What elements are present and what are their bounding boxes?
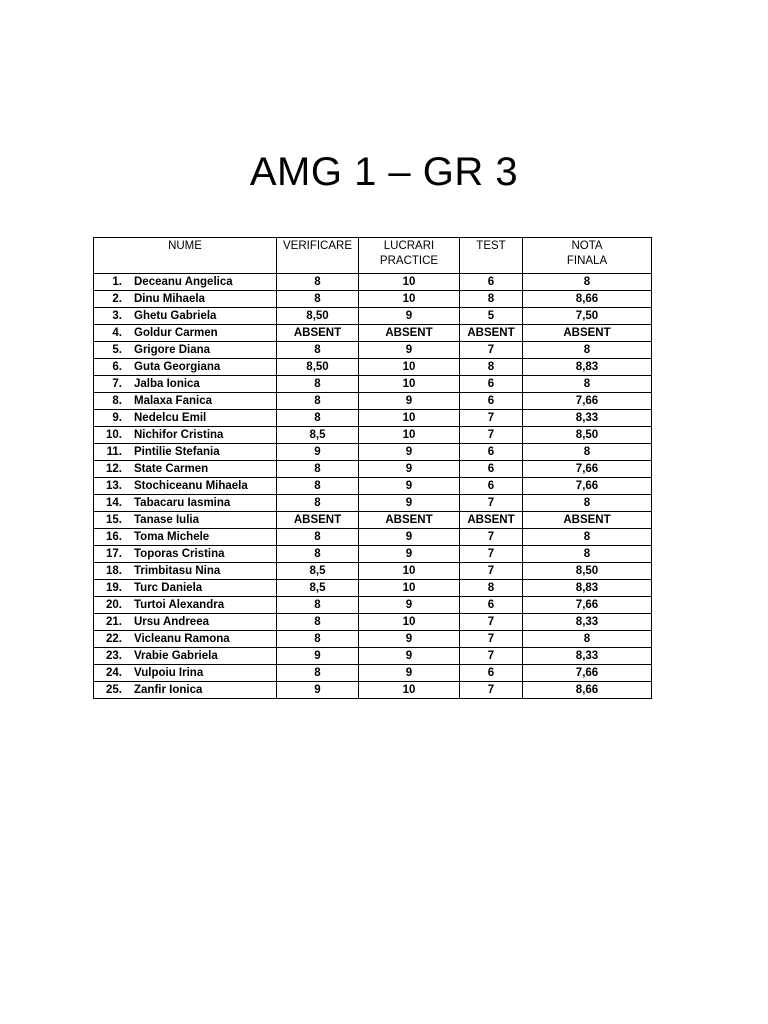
student-name-cell	[94, 461, 277, 478]
lucrari-cell: 9	[359, 529, 460, 546]
nota-cell: 7,66	[523, 478, 652, 495]
lucrari-cell: 9	[359, 495, 460, 512]
verificare-cell: 8	[277, 546, 359, 563]
student-name: Deceanu Angelica	[134, 276, 233, 288]
header-test: TEST	[460, 238, 523, 274]
test-cell: 8	[460, 291, 523, 308]
table-row	[94, 325, 652, 342]
student-name-cell	[94, 665, 277, 682]
student-name: Goldur Carmen	[134, 327, 218, 339]
table-row	[94, 478, 652, 495]
lucrari-cell: 9	[359, 597, 460, 614]
nota-cell: 8,50	[523, 563, 652, 580]
verificare-cell: 8,5	[277, 427, 359, 444]
row-number: 13.	[106, 480, 122, 492]
header-nume: NUME	[94, 238, 277, 274]
student-name-cell	[94, 580, 277, 597]
verificare-cell: 9	[277, 682, 359, 699]
verificare-cell: 8	[277, 274, 359, 291]
test-cell: 7	[460, 546, 523, 563]
student-name-cell	[94, 597, 277, 614]
nota-cell: 7,50	[523, 308, 652, 325]
nota-cell: 8,33	[523, 410, 652, 427]
table-row	[94, 580, 652, 597]
row-number: 17.	[106, 548, 122, 560]
nota-cell: 7,66	[523, 461, 652, 478]
nota-cell: 8,33	[523, 614, 652, 631]
nota-cell: 8,50	[523, 427, 652, 444]
lucrari-cell: 9	[359, 461, 460, 478]
table-row	[94, 529, 652, 546]
student-name-cell	[94, 410, 277, 427]
verificare-cell: 8	[277, 376, 359, 393]
verificare-cell: 9	[277, 444, 359, 461]
student-name: Turtoi Alexandra	[134, 599, 225, 611]
table-row	[94, 410, 652, 427]
student-name-cell	[94, 512, 277, 529]
table-row	[94, 359, 652, 376]
row-number: 16.	[106, 531, 122, 543]
student-name: Vulpoiu Irina	[134, 667, 204, 679]
verificare-cell: 9	[277, 648, 359, 665]
row-number: 12.	[106, 463, 122, 475]
student-name: Vicleanu Ramona	[134, 633, 230, 645]
table-row	[94, 665, 652, 682]
test-cell: 7	[460, 427, 523, 444]
grades-table	[93, 237, 652, 699]
student-name-cell	[94, 614, 277, 631]
student-name-cell	[94, 325, 277, 342]
row-number: 7.	[112, 378, 122, 390]
row-number: 2.	[112, 293, 122, 305]
lucrari-cell: 10	[359, 359, 460, 376]
nota-cell: ABSENT	[523, 512, 652, 529]
test-cell: 6	[460, 274, 523, 291]
lucrari-cell: 10	[359, 410, 460, 427]
test-cell: 7	[460, 631, 523, 648]
test-cell: ABSENT	[460, 512, 523, 529]
nota-cell: 8,66	[523, 291, 652, 308]
student-name-cell	[94, 291, 277, 308]
lucrari-cell: 9	[359, 665, 460, 682]
student-name: Ursu Andreea	[134, 616, 209, 628]
student-name-cell	[94, 682, 277, 699]
student-name-cell	[94, 648, 277, 665]
verificare-cell: 8	[277, 614, 359, 631]
row-number: 15.	[106, 514, 122, 526]
lucrari-cell: 10	[359, 563, 460, 580]
table-row	[94, 376, 652, 393]
student-name: State Carmen	[134, 463, 209, 475]
table-row	[94, 308, 652, 325]
verificare-cell: 8	[277, 342, 359, 359]
verificare-cell: 8,50	[277, 359, 359, 376]
test-cell: 7	[460, 410, 523, 427]
lucrari-cell: 9	[359, 308, 460, 325]
nota-cell: 8	[523, 529, 652, 546]
verificare-cell: ABSENT	[277, 512, 359, 529]
table-row	[94, 512, 652, 529]
row-number: 21.	[106, 616, 122, 628]
test-cell: 5	[460, 308, 523, 325]
lucrari-cell: 10	[359, 376, 460, 393]
test-cell: 7	[460, 563, 523, 580]
header-verificare: VERIFICARE	[277, 238, 359, 274]
student-name: Malaxa Fanica	[134, 395, 212, 407]
student-name-cell	[94, 427, 277, 444]
nota-cell: 8	[523, 631, 652, 648]
test-cell: 6	[460, 597, 523, 614]
table-row	[94, 563, 652, 580]
page-title: AMG 1 – GR 3	[249, 150, 519, 194]
lucrari-cell: 10	[359, 682, 460, 699]
lucrari-cell: 10	[359, 427, 460, 444]
lucrari-cell: 9	[359, 393, 460, 410]
student-name: Tabacaru Iasmina	[134, 497, 231, 509]
nota-cell: 7,66	[523, 665, 652, 682]
table-row	[94, 648, 652, 665]
student-name: Toporas Cristina	[134, 548, 225, 560]
header-lucrari-practice: LUCRARI PRACTICE	[359, 238, 460, 274]
lucrari-cell: 9	[359, 342, 460, 359]
test-cell: 6	[460, 478, 523, 495]
nota-cell: 8	[523, 444, 652, 461]
student-name-cell	[94, 342, 277, 359]
table-row	[94, 495, 652, 512]
verificare-cell: 8	[277, 631, 359, 648]
row-number: 8.	[112, 395, 122, 407]
test-cell: 7	[460, 495, 523, 512]
verificare-cell: 8,5	[277, 563, 359, 580]
student-name: Ghetu Gabriela	[134, 310, 217, 322]
student-name: Guta Georgiana	[134, 361, 221, 373]
table-row	[94, 614, 652, 631]
lucrari-cell: ABSENT	[359, 512, 460, 529]
verificare-cell: 8	[277, 478, 359, 495]
verificare-cell: 8	[277, 291, 359, 308]
row-number: 9.	[112, 412, 122, 424]
nota-cell: 8	[523, 342, 652, 359]
table-row	[94, 427, 652, 444]
student-name-cell	[94, 529, 277, 546]
lucrari-cell: 10	[359, 614, 460, 631]
test-cell: 8	[460, 580, 523, 597]
lucrari-cell: 9	[359, 444, 460, 461]
test-cell: 7	[460, 648, 523, 665]
table-row	[94, 274, 652, 291]
test-cell: 7	[460, 529, 523, 546]
table-row	[94, 682, 652, 699]
student-name: Turc Daniela	[134, 582, 203, 594]
test-cell: 7	[460, 342, 523, 359]
student-name-cell	[94, 274, 277, 291]
row-number: 20.	[106, 599, 122, 611]
nota-cell: 7,66	[523, 597, 652, 614]
table-body	[94, 274, 652, 699]
nota-cell: 8	[523, 376, 652, 393]
lucrari-cell: 9	[359, 478, 460, 495]
lucrari-cell: 9	[359, 648, 460, 665]
nota-cell: ABSENT	[523, 325, 652, 342]
table-row	[94, 291, 652, 308]
student-name-cell	[94, 308, 277, 325]
student-name-cell	[94, 478, 277, 495]
student-name-cell	[94, 563, 277, 580]
student-name-cell	[94, 546, 277, 563]
verificare-cell: 8	[277, 597, 359, 614]
nota-cell: 8	[523, 274, 652, 291]
verificare-cell: 8	[277, 461, 359, 478]
test-cell: 7	[460, 614, 523, 631]
student-name: Nedelcu Emil	[134, 412, 207, 424]
row-number: 11.	[106, 446, 122, 458]
table-row	[94, 597, 652, 614]
test-cell: 6	[460, 444, 523, 461]
student-name-cell	[94, 444, 277, 461]
student-name: Jalba Ionica	[134, 378, 200, 390]
table-row	[94, 342, 652, 359]
student-name: Grigore Diana	[134, 344, 211, 356]
verificare-cell: 8	[277, 410, 359, 427]
table-row	[94, 546, 652, 563]
student-name: Vrabie Gabriela	[134, 650, 218, 662]
lucrari-cell: 10	[359, 580, 460, 597]
lucrari-cell: 10	[359, 274, 460, 291]
student-name-cell	[94, 376, 277, 393]
table-row	[94, 444, 652, 461]
row-number: 23.	[106, 650, 122, 662]
nota-cell: 8,33	[523, 648, 652, 665]
row-number: 5.	[112, 344, 122, 356]
verificare-cell: 8,50	[277, 308, 359, 325]
table-header-row	[94, 238, 652, 274]
header-nota-finala: NOTA FINALA	[523, 238, 652, 274]
row-number: 1.	[112, 276, 122, 288]
verificare-cell: 8	[277, 393, 359, 410]
student-name: Dinu Mihaela	[134, 293, 205, 305]
verificare-cell: 8,5	[277, 580, 359, 597]
nota-cell: 8,66	[523, 682, 652, 699]
row-number: 10.	[106, 429, 122, 441]
lucrari-cell: 9	[359, 546, 460, 563]
table-row	[94, 393, 652, 410]
table-row	[94, 461, 652, 478]
test-cell: 6	[460, 393, 523, 410]
table-row	[94, 631, 652, 648]
test-cell: 7	[460, 682, 523, 699]
student-name: Tanase Iulia	[134, 514, 199, 526]
row-number: 4.	[112, 327, 122, 339]
student-name: Toma Michele	[134, 531, 210, 543]
row-number: 19.	[106, 582, 122, 594]
student-name: Stochiceanu Mihaela	[134, 480, 248, 492]
nota-cell: 8	[523, 546, 652, 563]
nota-cell: 8,83	[523, 580, 652, 597]
verificare-cell: 8	[277, 665, 359, 682]
test-cell: 6	[460, 461, 523, 478]
test-cell: 8	[460, 359, 523, 376]
student-name: Pintilie Stefania	[134, 446, 220, 458]
row-number: 6.	[112, 361, 122, 373]
row-number: 22.	[106, 633, 122, 645]
lucrari-cell: ABSENT	[359, 325, 460, 342]
student-name-cell	[94, 495, 277, 512]
test-cell: 6	[460, 376, 523, 393]
row-number: 24.	[106, 667, 122, 679]
verificare-cell: ABSENT	[277, 325, 359, 342]
verificare-cell: 8	[277, 529, 359, 546]
test-cell: 6	[460, 665, 523, 682]
student-name-cell	[94, 359, 277, 376]
nota-cell: 8,83	[523, 359, 652, 376]
test-cell: ABSENT	[460, 325, 523, 342]
student-name-cell	[94, 631, 277, 648]
student-name: Nichifor Cristina	[134, 429, 224, 441]
row-number: 25.	[106, 684, 122, 696]
nota-cell: 8	[523, 495, 652, 512]
lucrari-cell: 10	[359, 291, 460, 308]
nota-cell: 7,66	[523, 393, 652, 410]
student-name: Zanfir Ionica	[134, 684, 203, 696]
student-name-cell	[94, 393, 277, 410]
row-number: 14.	[106, 497, 122, 509]
student-name: Trimbitasu Nina	[134, 565, 221, 577]
row-number: 18.	[106, 565, 122, 577]
row-number: 3.	[112, 310, 122, 322]
lucrari-cell: 9	[359, 631, 460, 648]
verificare-cell: 8	[277, 495, 359, 512]
